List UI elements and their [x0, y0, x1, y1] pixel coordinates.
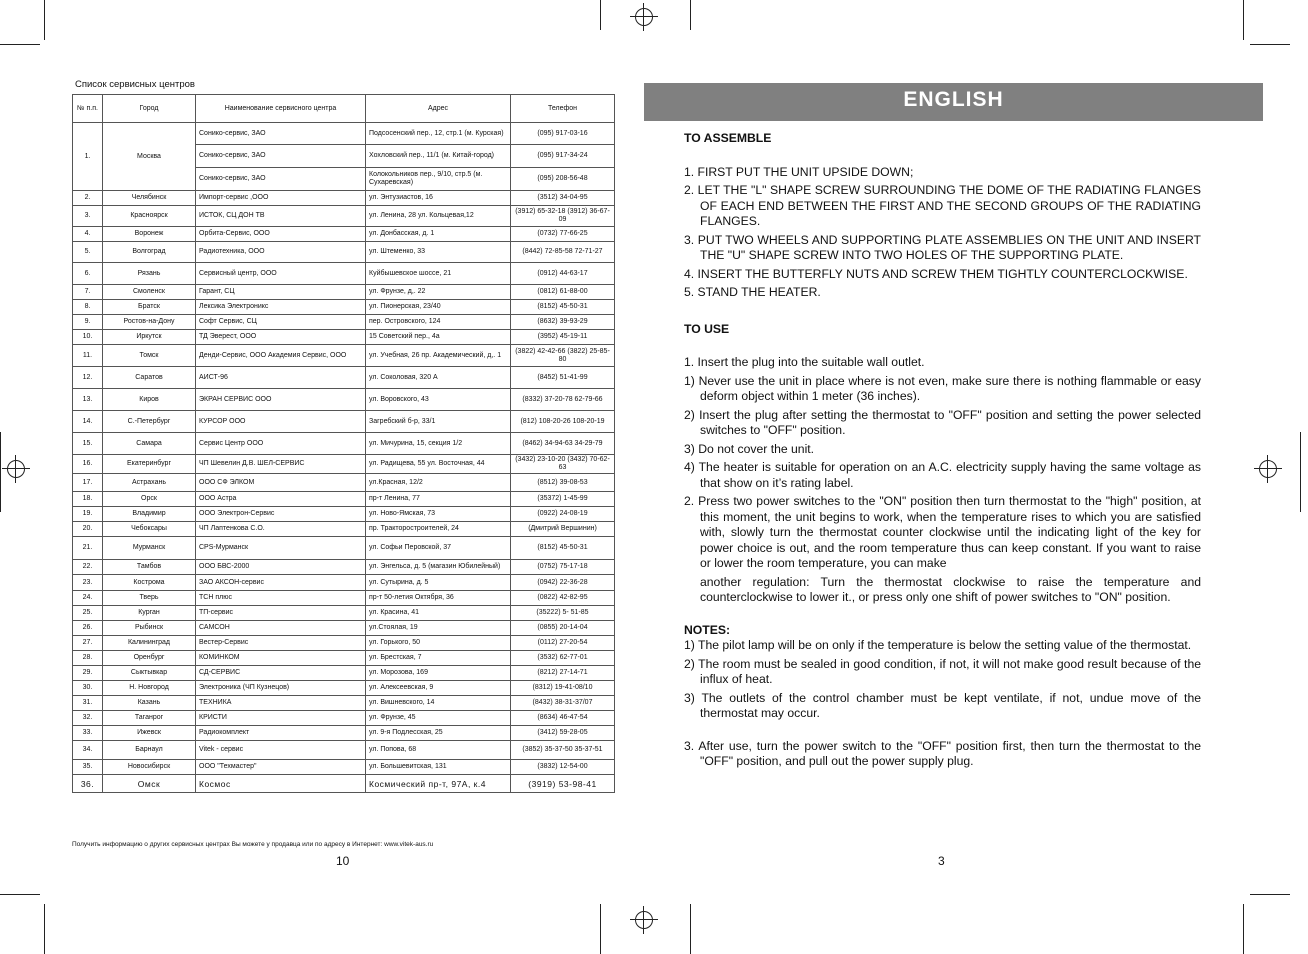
row-number: 6. — [73, 263, 103, 285]
row-address: Куйбышевское шоссе, 21 — [366, 263, 511, 285]
row-number: 13. — [73, 389, 103, 411]
assemble-list — [684, 165, 1201, 301]
note-item: 1) The pilot lamp will be on only if the temperature is below the setting value of the thermostat. — [684, 638, 1192, 652]
row-phone: (3852) 35-37-50 35-37-51 — [511, 741, 615, 760]
row-address: ул. Сутырина, д. 5 — [366, 575, 511, 591]
row-phone: (0922) 24-08-19 — [511, 507, 615, 522]
row-center-name: Импорт-сервис ,ООО — [196, 191, 366, 206]
row-center-name: CPS-Мурманск — [196, 537, 366, 560]
table-row — [73, 367, 615, 389]
row-address: ул. Воровского, 43 — [366, 389, 511, 411]
table-row — [73, 330, 615, 345]
table-row — [73, 411, 615, 433]
row-center-name: КРИСТИ — [196, 711, 366, 726]
row-center-name: Лексика Электроникс — [196, 300, 366, 315]
row-center-name: ЗАО АКСОН-сервис — [196, 575, 366, 591]
row-center-name: ЧП Шевелин Д.В. ШЕЛ-СЕРВИС — [196, 455, 366, 474]
crop-mark — [0, 432, 1, 512]
row-address: ул. Штеменко, 33 — [366, 242, 511, 263]
row-center-name: Vitek - сервис — [196, 741, 366, 760]
row-center-name: КОМИНКОМ — [196, 651, 366, 666]
row-address: ул.Стоялая, 19 — [366, 621, 511, 636]
crop-mark — [0, 44, 40, 45]
row-city: Сыктывкар — [103, 666, 196, 681]
row-center-name: Сервисный центр, ООО — [196, 263, 366, 285]
row-phone: (8312) 19-41-08/10 — [511, 681, 615, 696]
row-number: 28. — [73, 651, 103, 666]
row-address: ул. Учебная, 26 пр. Академический, д,. 1 — [366, 345, 511, 367]
row-city: Москва — [103, 123, 196, 191]
row-center-name: ТСН плюс — [196, 591, 366, 606]
table-row — [73, 711, 615, 726]
row-number: 10. — [73, 330, 103, 345]
row-phone: (3822) 42-42-66 (3822) 25-85-80 — [511, 345, 615, 367]
row-city: Самара — [103, 433, 196, 455]
table-row — [73, 775, 615, 793]
use-item: 2. Press two power switches to the "ON" position then turn thermostat to the "high" position, at this moment, the unit begins to work, when the temperature rises to which you are satisfied with, slowly turn the thermostat counter clockwise until the indicating light of the key for power choice is out, and the room temperature thus can keep constant. If you want to raise or lower the room temperature, you can make — [684, 494, 1201, 570]
note-item: 2) The room must be sealed in good condition, if not, it will not make good result because of the influx of heat. — [684, 656, 1201, 686]
table-row — [73, 681, 615, 696]
row-phone: (8512) 39-08-53 — [511, 474, 615, 492]
row-city: Екатеринбург — [103, 455, 196, 474]
row-phone: (3832) 12-54-00 — [511, 760, 615, 775]
row-address: Космический пр-т, 97А, к.4 — [366, 775, 511, 793]
use-item: 1. Insert the plug into the suitable wall outlet. — [684, 355, 925, 369]
row-address: ул. Брестская, 7 — [366, 651, 511, 666]
table-row — [73, 522, 615, 537]
table-row — [73, 606, 615, 621]
row-address: ул. Морозова, 169 — [366, 666, 511, 681]
row-address: пер. Островского, 124 — [366, 315, 511, 330]
row-phone: (35372) 1-45-99 — [511, 492, 615, 507]
crop-mark — [690, 904, 691, 954]
row-city: Кострома — [103, 575, 196, 591]
row-phone: (3919) 53-98-41 — [511, 775, 615, 793]
row-phone: (8452) 51-41-99 — [511, 367, 615, 389]
assemble-item: 4. INSERT THE BUTTERFLY NUTS AND SCREW THEM TIGHTLY COUNTERCLOCKWISE. — [684, 266, 1188, 281]
row-phone: (8462) 34-94-63 34-29-79 — [511, 433, 615, 455]
row-phone: (095) 917-34-24 — [511, 145, 615, 168]
row-phone: (0942) 22-36-28 — [511, 575, 615, 591]
table-row — [73, 636, 615, 651]
table-row — [73, 433, 615, 455]
registration-mark — [1254, 455, 1282, 483]
table-row — [73, 666, 615, 681]
row-number: 4. — [73, 227, 103, 242]
row-city: Астрахань — [103, 474, 196, 492]
assemble-item: 5. STAND THE HEATER. — [684, 285, 821, 299]
row-city: Тверь — [103, 591, 196, 606]
registration-mark — [630, 3, 658, 31]
row-phone: (0855) 20-14-04 — [511, 621, 615, 636]
note-item: 3) The outlets of the control chamber must be kept ventilate, if not, undue move of the thermostat may occur. — [684, 690, 1201, 720]
row-center-name: Сервис Центр ООО — [196, 433, 366, 455]
row-number: 14. — [73, 411, 103, 433]
use-continuation: another regulation: Turn the thermostat clockwise to raise the temperature and counterclockwise to lower it., or press only one shift of power switches to "ON" position. — [700, 574, 1201, 604]
row-phone: (8632) 39-93-29 — [511, 315, 615, 330]
row-city: Чебоксары — [103, 522, 196, 537]
row-address: пр. Тракторостроителей, 24 — [366, 522, 511, 537]
table-row — [73, 621, 615, 636]
notes-heading: NOTES: — [684, 622, 731, 637]
row-center-name: ЭКРАН СЕРВИС ООО — [196, 389, 366, 411]
row-address: ул. Радищева, 55 ул. Восточная, 44 — [366, 455, 511, 474]
row-city: Орск — [103, 492, 196, 507]
row-address: ул. Энгельса, д. 5 (магазин Юбилейный) — [366, 560, 511, 575]
row-center-name: Сонико-сервис, ЗАО — [196, 168, 366, 191]
row-phone: (Дмитрий Вершинин) — [511, 522, 615, 537]
row-number: 1. — [73, 123, 103, 191]
row-number: 32. — [73, 711, 103, 726]
crop-mark — [44, 0, 45, 40]
row-center-name: ИСТОК, СЦ ДОН ТВ — [196, 206, 366, 227]
row-address: ул. Красина, 41 — [366, 606, 511, 621]
table-row — [73, 591, 615, 606]
row-phone: (0732) 77-66-25 — [511, 227, 615, 242]
row-phone: (0822) 42-82-95 — [511, 591, 615, 606]
english-instructions — [684, 131, 1201, 773]
table-row — [73, 285, 615, 300]
table-row — [73, 263, 615, 285]
row-city: Воронеж — [103, 227, 196, 242]
row-center-name: ЧП Лаптенкова С.О. — [196, 522, 366, 537]
crop-mark — [600, 904, 601, 954]
row-city: Красноярск — [103, 206, 196, 227]
row-number: 36. — [73, 775, 103, 793]
row-number: 15. — [73, 433, 103, 455]
crop-mark — [1250, 894, 1290, 895]
table-row — [73, 191, 615, 206]
crop-mark — [1250, 44, 1290, 45]
row-center-name: Радиокомплект — [196, 726, 366, 741]
row-phone: (0752) 75-17-18 — [511, 560, 615, 575]
service-list-title: Список сервисных центров — [75, 79, 195, 90]
row-number: 30. — [73, 681, 103, 696]
row-city: Саратов — [103, 367, 196, 389]
footnote: Получить информацию о других сервисных центрах Вы можете у продавца или по адресу в Интернет: www.vitek-aus.ru — [72, 841, 434, 848]
row-city: Рязань — [103, 263, 196, 285]
row-address: ул. Ново-Ямская, 73 — [366, 507, 511, 522]
row-city: Тамбов — [103, 560, 196, 575]
crop-mark — [44, 904, 45, 954]
row-address: 15 Советский пер., 4а — [366, 330, 511, 345]
language-title: ENGLISH — [903, 88, 1004, 111]
row-number: 24. — [73, 591, 103, 606]
row-address: ул. Фрунзе, д,. 22 — [366, 285, 511, 300]
row-city: Ростов-на-Дону — [103, 315, 196, 330]
table-row — [73, 537, 615, 560]
assemble-item: 2. LET THE "L" SHAPE SCREW SURROUNDING THE DOME OF THE RADIATING FLANGES OF EACH END BETWEEN THE FIRST AND THE SECOND GROUPS OF THE RADIATING FLANGES. — [684, 183, 1201, 228]
row-center-name: САМСОН — [196, 621, 366, 636]
row-city: Таганрог — [103, 711, 196, 726]
row-address: ул. Большевитская, 131 — [366, 760, 511, 775]
row-address: Загребский б-р, 33/1 — [366, 411, 511, 433]
row-number: 33. — [73, 726, 103, 741]
row-center-name: Софт Сервис, СЦ — [196, 315, 366, 330]
row-city: Барнаул — [103, 741, 196, 760]
row-city: Томск — [103, 345, 196, 367]
crop-mark — [600, 0, 601, 30]
registration-mark — [630, 906, 658, 934]
final-item: 3. After use, turn the power switch to the "OFF" position first, then turn the thermostat to the "OFF" position, and pull out the power supply plug. — [684, 738, 1201, 768]
row-address: Хохловский пер., 11/1 (м. Китай-город) — [366, 145, 511, 168]
row-city: Н. Новгород — [103, 681, 196, 696]
row-address: ул. Софьи Перовской, 37 — [366, 537, 511, 560]
row-center-name: Электроника (ЧП Кузнецов) — [196, 681, 366, 696]
row-address: ул. Ленина, 28 ул. Кольцевая,12 — [366, 206, 511, 227]
use-heading: TO USE — [684, 321, 730, 336]
row-phone: (8212) 27-14-71 — [511, 666, 615, 681]
row-city: Владимир — [103, 507, 196, 522]
header-number: № п.п. — [73, 95, 103, 123]
row-address: ул. Алексеевская, 9 — [366, 681, 511, 696]
row-number: 29. — [73, 666, 103, 681]
row-city: Новосибирск — [103, 760, 196, 775]
row-center-name: ТП-сервис — [196, 606, 366, 621]
table-row — [73, 227, 615, 242]
assemble-item: 3. PUT TWO WHEELS AND SUPPORTING PLATE ASSEMBLIES ON THE UNIT AND INSERT THE "U" SHAPE SCREW INTO TWO HOLES OF THE SUPPORTING PLATE. — [684, 232, 1201, 262]
row-city: Челябинск — [103, 191, 196, 206]
table-row — [73, 696, 615, 711]
row-phone: (095) 917-03-16 — [511, 123, 615, 145]
header-address: Адрес — [366, 95, 511, 123]
header-name: Наименование сервисного центра — [196, 95, 366, 123]
notes-list — [684, 638, 1201, 722]
row-center-name: ТД Эверест, ООО — [196, 330, 366, 345]
row-number: 25. — [73, 606, 103, 621]
row-phone: (0812) 61-88-00 — [511, 285, 615, 300]
row-address: Подсосенский пер., 12, стр.1 (м. Курская) — [366, 123, 511, 145]
row-city: Омск — [103, 775, 196, 793]
row-address: ул. Соколовая, 320 А — [366, 367, 511, 389]
row-center-name: Радиотехника, ООО — [196, 242, 366, 263]
table-row — [73, 474, 615, 492]
row-address: ул.Красная, 12/2 — [366, 474, 511, 492]
row-address: ул. Мичурина, 15, секция 1/2 — [366, 433, 511, 455]
row-number: 8. — [73, 300, 103, 315]
crop-mark — [1243, 904, 1244, 954]
header-city: Город — [103, 95, 196, 123]
table-row — [73, 123, 615, 145]
row-center-name: КУРСОР ООО — [196, 411, 366, 433]
table-row — [73, 760, 615, 775]
page-number-right: 3 — [938, 854, 945, 868]
row-phone: (8432) 38-31-37/07 — [511, 696, 615, 711]
row-number: 12. — [73, 367, 103, 389]
row-number: 7. — [73, 285, 103, 300]
row-number: 21. — [73, 537, 103, 560]
crop-mark — [1243, 0, 1244, 40]
row-center-name: СД-СЕРВИС — [196, 666, 366, 681]
row-number: 31. — [73, 696, 103, 711]
table-row — [73, 300, 615, 315]
use-item: 3) Do not cover the unit. — [684, 441, 815, 456]
crop-mark — [690, 0, 691, 30]
row-phone: (35222) 5- 51-85 — [511, 606, 615, 621]
row-address: ул. Донбасская, д. 1 — [366, 227, 511, 242]
row-center-name: АИСТ-96 — [196, 367, 366, 389]
row-phone: (095) 208-56-48 — [511, 168, 615, 191]
row-city: С.-Петербург — [103, 411, 196, 433]
row-phone: (3952) 45-19-11 — [511, 330, 615, 345]
table-row — [73, 492, 615, 507]
row-center-name: Космос — [196, 775, 366, 793]
row-center-name: ООО "Техмастер" — [196, 760, 366, 775]
row-address: пр-т Ленина, 77 — [366, 492, 511, 507]
row-center-name: ТЕХНИКА — [196, 696, 366, 711]
row-address: ул. Фрунзе, 45 — [366, 711, 511, 726]
row-number: 18. — [73, 492, 103, 507]
row-number: 35. — [73, 760, 103, 775]
row-city: Рыбинск — [103, 621, 196, 636]
row-city: Смоленск — [103, 285, 196, 300]
row-center-name: ООО Электрон-Сервис — [196, 507, 366, 522]
table-row — [73, 726, 615, 741]
row-address: ул. Горького, 50 — [366, 636, 511, 651]
row-number: 34. — [73, 741, 103, 760]
assemble-item: 1. FIRST PUT THE UNIT UPSIDE DOWN; — [684, 164, 914, 179]
row-address: ул. Попова, 68 — [366, 741, 511, 760]
row-address: ул. Пионерская, 23/40 — [366, 300, 511, 315]
row-city: Волгоград — [103, 242, 196, 263]
table-header-row — [73, 95, 615, 123]
registration-mark — [2, 455, 30, 483]
row-phone: (3432) 23-10-20 (3432) 70-62-63 — [511, 455, 615, 474]
row-number: 9. — [73, 315, 103, 330]
table-row — [73, 507, 615, 522]
row-number: 2. — [73, 191, 103, 206]
row-city: Киров — [103, 389, 196, 411]
table-row — [73, 741, 615, 760]
table-row — [73, 455, 615, 474]
table-row — [73, 651, 615, 666]
table-row — [73, 389, 615, 411]
row-number: 20. — [73, 522, 103, 537]
row-city: Казань — [103, 696, 196, 711]
row-city: Иркутск — [103, 330, 196, 345]
row-number: 22. — [73, 560, 103, 575]
assemble-heading: TO ASSEMBLE — [684, 131, 772, 145]
row-phone: (8332) 37-20-78 62-79-66 — [511, 389, 615, 411]
row-center-name: Сонико-сервис, ЗАО — [196, 123, 366, 145]
row-city: Мурманск — [103, 537, 196, 560]
header-phone: Телефон — [511, 95, 615, 123]
row-number: 23. — [73, 575, 103, 591]
table-row — [73, 206, 615, 227]
row-address: ул. Энтузиастов, 16 — [366, 191, 511, 206]
row-address: пр-т 50-летия Октября, 36 — [366, 591, 511, 606]
row-city: Ижевск — [103, 726, 196, 741]
use-item: 1) Never use the unit in place where is not even, make sure there is nothing flammable or easy deform object within 1 meter (36 inches). — [684, 373, 1201, 403]
table-row — [73, 345, 615, 367]
row-center-name: Орбита-Сервис, ООО — [196, 227, 366, 242]
row-address: ул. 9-я Подлесская, 25 — [366, 726, 511, 741]
row-phone: (8152) 45-50-31 — [511, 300, 615, 315]
row-phone: (3532) 62-77-01 — [511, 651, 615, 666]
page-number-left: 10 — [336, 854, 350, 868]
row-number: 11. — [73, 345, 103, 367]
row-phone: (8442) 72-85-58 72-71-27 — [511, 242, 615, 263]
row-number: 19. — [73, 507, 103, 522]
table-row — [73, 560, 615, 575]
row-center-name: Сонико-сервис, ЗАО — [196, 145, 366, 168]
row-city: Оренбург — [103, 651, 196, 666]
row-number: 26. — [73, 621, 103, 636]
row-number: 27. — [73, 636, 103, 651]
table-row — [73, 315, 615, 330]
use-item: 2) Insert the plug after setting the thermostat to "OFF" position and setting the power selected switches to "OFF" position. — [684, 407, 1201, 437]
row-phone: (3412) 59-28-05 — [511, 726, 615, 741]
use-list — [684, 355, 1201, 572]
row-center-name: Вестер-Сервис — [196, 636, 366, 651]
row-phone: (3912) 65-32-18 (3912) 36-67-09 — [511, 206, 615, 227]
row-phone: (8634) 46-47-54 — [511, 711, 615, 726]
row-phone: (8152) 45-50-31 — [511, 537, 615, 560]
row-phone: (3512) 34-04-95 — [511, 191, 615, 206]
row-center-name: ООО БВС-2000 — [196, 560, 366, 575]
use-item: 4) The heater is suitable for operation on an A.C. electricity supply having the same voltage as that show on it’s rating label. — [684, 460, 1201, 490]
row-center-name: ООО Астра — [196, 492, 366, 507]
row-center-name: Денди-Сервис, ООО Академия Сервис, ООО — [196, 345, 366, 367]
crop-mark — [0, 894, 40, 895]
row-city: Калининград — [103, 636, 196, 651]
row-phone: (812) 108-20-26 108-20-19 — [511, 411, 615, 433]
row-city: Братск — [103, 300, 196, 315]
row-number: 3. — [73, 206, 103, 227]
row-city: Курган — [103, 606, 196, 621]
row-center-name: ООО СФ ЭЛКОМ — [196, 474, 366, 492]
service-centers-table — [72, 94, 615, 793]
row-number: 17. — [73, 474, 103, 492]
row-number: 16. — [73, 455, 103, 474]
row-address: ул. Вишневского, 14 — [366, 696, 511, 711]
row-number: 5. — [73, 242, 103, 263]
crop-mark — [1300, 432, 1301, 512]
row-center-name: Гарант, СЦ — [196, 285, 366, 300]
row-address: Колокольников пер., 9/10, стр.5 (м. Сухаревская) — [366, 168, 511, 191]
row-phone: (0912) 44-63-17 — [511, 263, 615, 285]
row-phone: (0112) 27-20-54 — [511, 636, 615, 651]
table-row — [73, 575, 615, 591]
table-row — [73, 242, 615, 263]
